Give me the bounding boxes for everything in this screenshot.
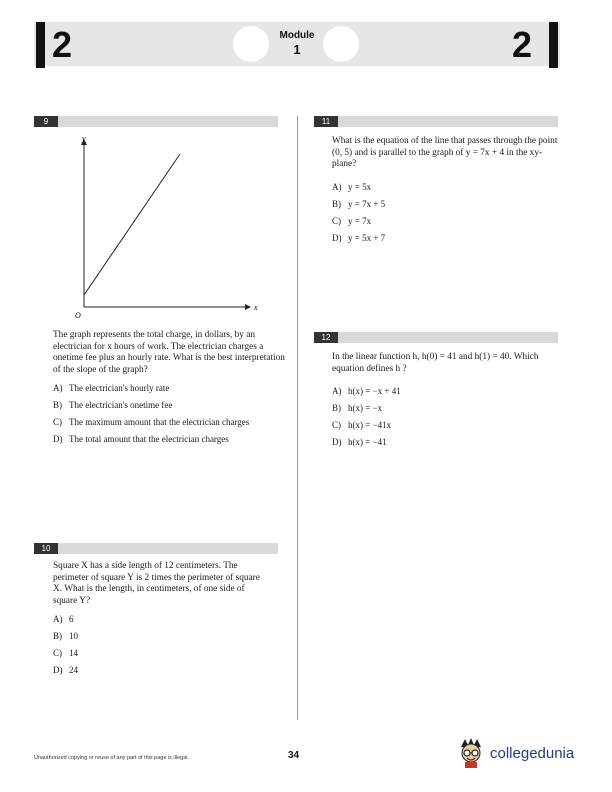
- module-title: Module: [279, 30, 315, 41]
- q12-stem: In the linear function h, h(0) = 41 and h(1) = 40. Which equation defines h ?: [332, 352, 539, 374]
- q10-choice-a[interactable]: A) 6: [53, 614, 74, 624]
- q9-bar: [34, 116, 278, 127]
- q9-choice-c[interactable]: C) The maximum amount that the electrician charges: [53, 417, 250, 427]
- header-left-number: 2: [52, 24, 73, 65]
- q12-choice-c[interactable]: C) h(x) = −41x: [332, 420, 392, 430]
- page-number: 34: [288, 750, 300, 761]
- q10-choice-c[interactable]: C) 14: [53, 648, 78, 658]
- header-circle-left: [233, 26, 269, 62]
- q12-bar: [314, 332, 558, 343]
- q11-choice-b[interactable]: B) y = 7x + 5: [332, 199, 386, 209]
- x-axis-label: x: [254, 303, 258, 312]
- q9-choices: [53, 383, 285, 445]
- header-circle-right: [323, 26, 359, 62]
- q9-choice-a[interactable]: A) The electrician's hourly rate: [53, 383, 170, 393]
- q12-choice-d[interactable]: D) h(x) = −41: [332, 437, 387, 447]
- collegedunia-logo: [456, 736, 586, 770]
- origin-label: O: [75, 311, 81, 320]
- q12-choices: [332, 386, 532, 448]
- q11-number: 11: [314, 116, 338, 127]
- student-mascot-icon: [456, 737, 486, 769]
- q12-choice-a[interactable]: A) h(x) = −x + 41: [332, 386, 401, 396]
- q10-number: 10: [34, 543, 58, 554]
- q10-choices: [53, 614, 153, 676]
- graph-line: [84, 154, 180, 295]
- module-number: 1: [293, 42, 301, 57]
- q9-choice-d[interactable]: D) The total amount that the electrician charges: [53, 434, 229, 444]
- q9-stem: The graph represents the total charge, in dollars, by an electrician for x hours of work. The electrician charges a onetime fee plus an hourly rate. What is the best interpretation of the slope of the graph?: [53, 330, 285, 375]
- copyright-notice: Unauthorized copying or reuse of any part of this page is illegal.: [34, 755, 190, 761]
- q10-choice-d[interactable]: D) 24: [53, 665, 78, 675]
- q11-choices: [332, 182, 532, 244]
- q11-choice-a[interactable]: A) y = 5x: [332, 182, 372, 192]
- column-divider: [297, 116, 298, 720]
- q11-choice-d[interactable]: D) y = 5x + 7: [332, 233, 386, 243]
- q9-choice-b[interactable]: B) The electrician's onetime fee: [53, 400, 173, 410]
- y-axis-label: y: [82, 134, 86, 143]
- q9-graph: [60, 130, 280, 330]
- q11-stem: What is the equation of the line that passes through the point (0, 5) and is parallel to the graph of y = 7x + 4 in the xy-plane?: [332, 136, 558, 169]
- module-label: [270, 30, 324, 58]
- q10-stem: Square X has a side length of 12 centimeters. The perimeter of square Y is 2 times the perimeter of square X. What is the length, in centimeters, of one side of square Y?: [53, 561, 260, 606]
- header-right-number: 2: [512, 24, 533, 65]
- q9-number: 9: [34, 116, 58, 127]
- q11-bar: [314, 116, 558, 127]
- q10-choice-b[interactable]: B) 10: [53, 631, 78, 641]
- header-right-block: [549, 22, 558, 68]
- q12-choice-b[interactable]: B) h(x) = −x: [332, 403, 383, 413]
- q12-number: 12: [314, 332, 338, 343]
- header-left-block: [36, 22, 45, 68]
- q11-choice-c[interactable]: C) y = 7x: [332, 216, 372, 226]
- q10-bar: [34, 543, 278, 554]
- brand-name: collegedunia: [490, 744, 575, 762]
